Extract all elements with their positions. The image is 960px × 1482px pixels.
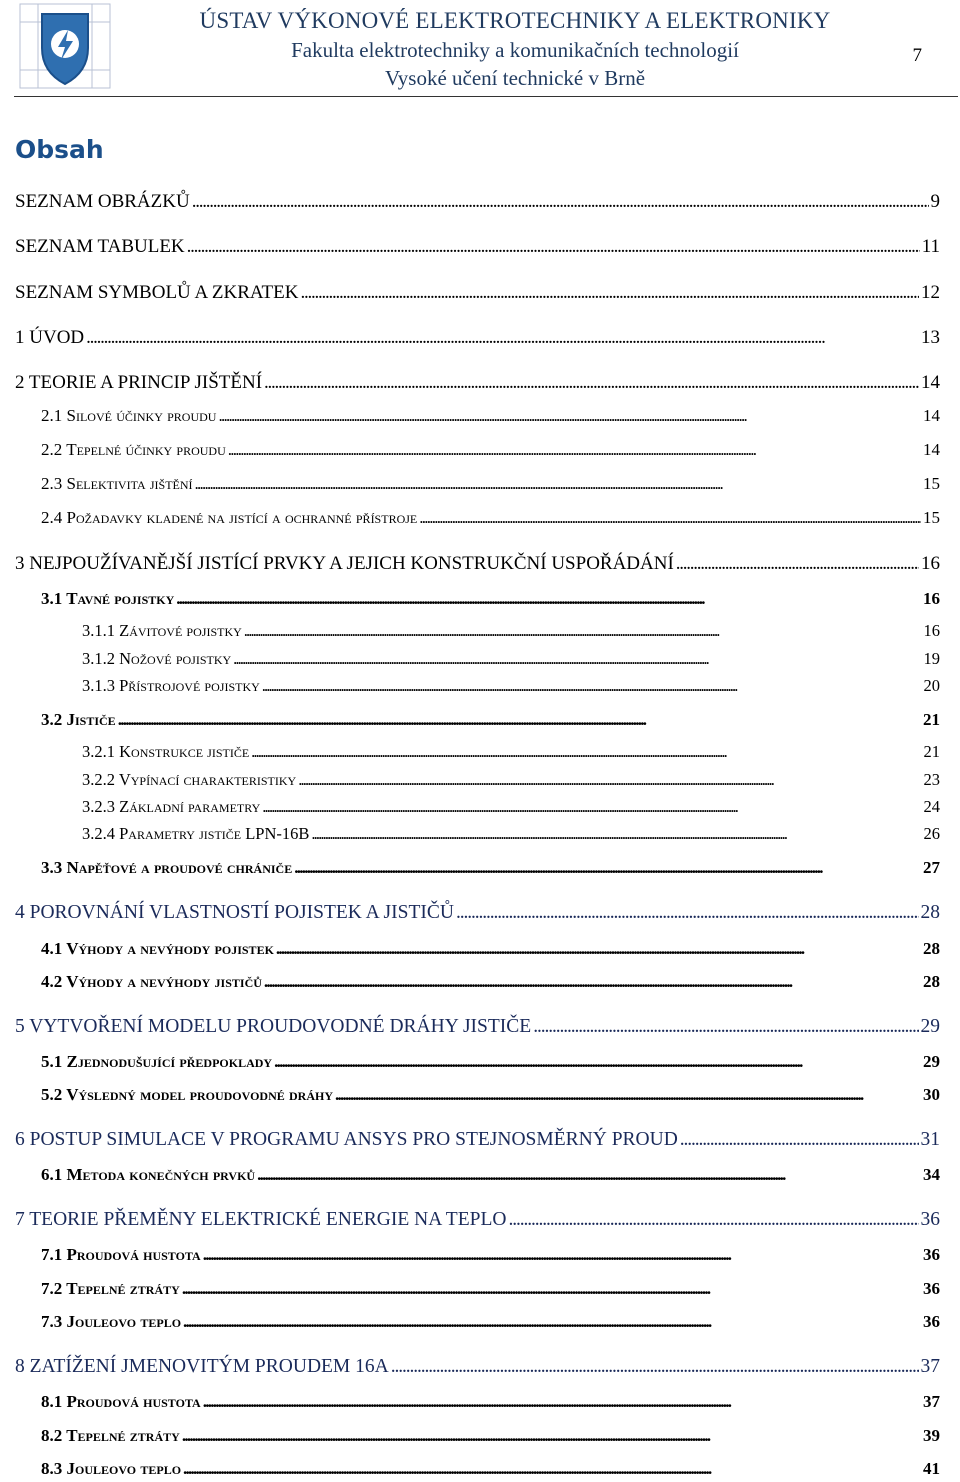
toc-leader-dots <box>195 474 921 494</box>
toc-leader-dots <box>257 1165 921 1185</box>
toc-leader-dots <box>182 1279 921 1299</box>
toc-leader-dots <box>419 508 921 528</box>
toc-entry-label: 4.2 Výhody a nevýhody jističů <box>41 972 262 991</box>
toc-entry-page: 28 <box>920 902 940 923</box>
toc-leader-dots <box>298 770 921 790</box>
toc-entry-page: 20 <box>923 676 940 695</box>
toc-leader-dots <box>192 191 929 213</box>
toc-entry[interactable] <box>15 372 940 394</box>
toc-entry-page: 37 <box>923 1392 940 1411</box>
toc-leader-dots <box>294 858 921 878</box>
toc-entry[interactable] <box>41 1426 940 1446</box>
toc-leader-dots <box>176 589 921 609</box>
toc-entry-label: 3.1 Tavné pojistky <box>41 589 175 608</box>
toc-entry-label: 5.2 Výsledný model proudovodné dráhy <box>41 1085 333 1104</box>
toc-entry-label: 3.2 Jističe <box>41 710 116 729</box>
toc-entry[interactable] <box>82 676 940 696</box>
toc-leader-dots <box>183 1459 921 1479</box>
toc-entry-label: 2 TEORIE A PRINCIP JIŠTĚNÍ <box>15 372 263 393</box>
toc-entry[interactable] <box>41 1165 940 1185</box>
institute-name: ÚSTAV VÝKONOVÉ ELEKTROTECHNIKY A ELEKTRONIKY <box>199 8 831 33</box>
toc-leader-dots <box>264 372 919 394</box>
toc-entry-page: 14 <box>923 440 940 459</box>
toc-title: Obsah <box>15 135 104 164</box>
toc-leader-dots <box>251 742 921 762</box>
toc-entry[interactable] <box>41 440 940 460</box>
toc-entry[interactable] <box>41 1052 940 1072</box>
toc-entry-page: 21 <box>923 710 940 729</box>
toc-entry-page: 16 <box>923 589 940 608</box>
toc-leader-dots <box>391 1356 919 1378</box>
toc-entry-page: 39 <box>923 1426 940 1445</box>
toc-entry-label: 5 VYTVOŘENÍ MODELU PROUDOVODNÉ DRÁHY JISTIČE <box>15 1016 532 1037</box>
toc-entry-label: 3.2.3 Základní parametry <box>82 797 261 816</box>
toc-leader-dots <box>228 440 921 460</box>
toc-leader-dots <box>264 972 921 992</box>
toc-leader-dots <box>187 236 920 258</box>
toc-entry[interactable] <box>41 1312 940 1332</box>
toc-entry-page: 13 <box>921 327 940 348</box>
header-institution <box>120 6 910 92</box>
toc-entry[interactable] <box>82 824 940 844</box>
toc-entry-page: 41 <box>923 1459 940 1478</box>
toc-entry-page: 37 <box>920 1356 940 1377</box>
toc-entry[interactable] <box>15 553 940 575</box>
toc-entry-page: 16 <box>923 621 940 640</box>
toc-entry[interactable] <box>41 474 940 494</box>
page-header <box>0 0 960 100</box>
toc-entry-label: 8.1 Proudová hustota <box>41 1392 201 1411</box>
toc-entry-label: 3.1.1 Závitové pojistky <box>82 621 242 640</box>
toc-entry-label: 4.1 Výhody a nevýhody pojistek <box>41 939 274 958</box>
toc-entry-page: 26 <box>923 824 940 843</box>
toc-entry-page: 36 <box>923 1279 940 1298</box>
toc-leader-dots <box>456 902 919 924</box>
toc-entry-label: 3.2.2 Vypínací charakteristiky <box>82 770 297 789</box>
toc-entry-label: 3 NEJPOUŽÍVANĚJŠÍ JISTÍCÍ PRVKY A JEJICH KONSTRUKČNÍ USPOŘÁDÁNÍ <box>15 553 674 574</box>
university-name: Vysoké učení technické v Brně <box>384 66 646 90</box>
toc-entry-label: 2.4 Požadavky kladené na jistící a ochranné přístroje <box>41 508 418 527</box>
toc-entry-label: 8 ZATÍŽENÍ JMENOVITÝM PROUDEM 16A <box>15 1356 389 1377</box>
toc-entry-page: 19 <box>923 649 940 668</box>
toc-entry-page: 29 <box>920 1016 940 1037</box>
toc-entry-label: 2.3 Selektivita jištění <box>41 474 193 493</box>
toc-entry-label: 3.1.2 Nožové pojistky <box>82 649 232 668</box>
toc-entry[interactable] <box>41 1459 940 1479</box>
toc-entry-page: 29 <box>923 1052 940 1071</box>
toc-entry-label: 6.1 Metoda konečných prvků <box>41 1165 256 1184</box>
toc-leader-dots <box>233 649 921 669</box>
toc-entry-page: 9 <box>930 191 940 212</box>
toc-entry-page: 14 <box>923 406 940 425</box>
toc-entry-page: 36 <box>920 1209 940 1230</box>
faculty-name: Fakulta elektrotechniky a komunikačních technologií <box>291 38 739 62</box>
toc-entry-label: 7.1 Proudová hustota <box>41 1245 201 1264</box>
page-number: 7 <box>912 45 922 66</box>
toc-entry[interactable] <box>41 1245 940 1265</box>
toc-entry[interactable] <box>15 236 940 258</box>
toc-leader-dots <box>262 676 922 696</box>
toc-entry[interactable] <box>15 191 940 213</box>
toc-entry-page: 27 <box>923 858 940 877</box>
toc-entry[interactable] <box>15 1356 940 1378</box>
toc-leader-dots <box>86 327 919 349</box>
toc-leader-dots <box>203 1392 921 1412</box>
toc-leader-dots <box>676 553 919 575</box>
toc-entry-page: 16 <box>921 553 940 574</box>
toc-leader-dots <box>311 824 921 844</box>
toc-entry[interactable] <box>15 902 940 924</box>
toc-leader-dots <box>274 1052 921 1072</box>
toc-leader-dots <box>533 1016 918 1038</box>
toc-entry-page: 28 <box>923 939 940 958</box>
toc-leader-dots <box>276 939 921 959</box>
toc-entry[interactable] <box>41 406 940 426</box>
toc-entry-label: 4 POROVNÁNÍ VLASTNOSTÍ POJISTEK A JISTIČŮ <box>15 902 454 923</box>
toc-entry[interactable] <box>82 770 940 790</box>
toc-entry[interactable] <box>82 649 940 669</box>
toc-leader-dots <box>508 1209 918 1231</box>
toc-entry-label: 8.2 Tepelné ztráty <box>41 1426 180 1445</box>
toc-entry-label: SEZNAM SYMBOLŮ A ZKRATEK <box>15 282 299 303</box>
toc-entry-page: 36 <box>923 1312 940 1331</box>
toc-entry-label: SEZNAM OBRÁZKŮ <box>15 191 190 212</box>
toc-entry-page: 34 <box>923 1165 940 1184</box>
toc-entry-page: 12 <box>921 282 940 303</box>
toc-leader-dots <box>680 1129 919 1151</box>
toc-leader-dots <box>244 621 922 641</box>
toc-entry-label: 1 ÚVOD <box>15 327 85 348</box>
toc-entry[interactable] <box>82 742 940 762</box>
toc-leader-dots <box>218 406 921 426</box>
toc-entry[interactable] <box>41 858 940 878</box>
toc-entry[interactable] <box>41 710 940 730</box>
toc-leader-dots <box>262 797 921 817</box>
toc-entry-page: 28 <box>923 972 940 991</box>
university-shield-logo-icon <box>18 2 112 90</box>
toc-entry-label: 3.3 Napěťové a proudové chrániče <box>41 858 293 877</box>
toc-entry[interactable] <box>15 1209 940 1231</box>
toc-leader-dots <box>300 282 919 304</box>
toc-entry[interactable] <box>15 327 940 349</box>
toc-entry[interactable] <box>15 1016 940 1038</box>
toc-entry[interactable] <box>41 1085 940 1105</box>
toc-leader-dots <box>182 1426 921 1446</box>
toc-entry[interactable] <box>41 1279 940 1299</box>
toc-entry[interactable] <box>41 508 940 528</box>
toc-entry-page: 21 <box>923 742 940 761</box>
toc-entry-page: 30 <box>923 1085 940 1104</box>
toc-entry-page: 14 <box>921 372 940 393</box>
toc-entry[interactable] <box>82 797 940 817</box>
toc-entry-label: 5.1 Zjednodušující předpoklady <box>41 1052 273 1071</box>
toc-entry-label: 8.3 Jouleovo teplo <box>41 1459 182 1478</box>
toc-entry-page: 31 <box>920 1129 940 1150</box>
toc-entry-page: 36 <box>923 1245 940 1264</box>
toc-entry[interactable] <box>41 939 940 959</box>
toc-entry-label: 7 TEORIE PŘEMĚNY ELEKTRICKÉ ENERGIE NA TEPLO <box>15 1209 507 1230</box>
toc-entry-label: 2.1 Silové účinky proudu <box>41 406 217 425</box>
toc-entry[interactable] <box>82 621 940 641</box>
toc-entry-page: 11 <box>921 236 940 257</box>
toc-entry-page: 15 <box>923 474 940 493</box>
toc-entry-page: 24 <box>923 797 940 816</box>
toc-leader-dots <box>203 1245 921 1265</box>
toc-entry-label: 3.2.4 Parametry jističe LPN-16B <box>82 824 310 843</box>
toc-entry[interactable] <box>15 1129 940 1151</box>
toc-entry[interactable] <box>41 1392 940 1412</box>
header-divider <box>14 96 958 97</box>
toc-entry[interactable] <box>41 972 940 992</box>
toc-entry-page: 15 <box>923 508 940 527</box>
toc-entry[interactable] <box>41 589 940 609</box>
toc-leader-dots <box>118 710 921 730</box>
toc-entry-label: 7.2 Tepelné ztráty <box>41 1279 180 1298</box>
toc-entry-label: 6 POSTUP SIMULACE V PROGRAMU ANSYS PRO STEJNOSMĚRNÝ PROUD <box>15 1129 678 1150</box>
toc-entry-label: 3.2.1 Konstrukce jističe <box>82 742 250 761</box>
toc-leader-dots <box>335 1085 921 1105</box>
toc-entry-page: 23 <box>923 770 940 789</box>
toc-entry-label: 2.2 Tepelné účinky proudu <box>41 440 226 459</box>
toc-entry-label: 7.3 Jouleovo teplo <box>41 1312 182 1331</box>
toc-entry[interactable] <box>15 282 940 304</box>
toc-entry-label: SEZNAM TABULEK <box>15 236 185 257</box>
toc-leader-dots <box>183 1312 921 1332</box>
toc-entry-label: 3.1.3 Přístrojové pojistky <box>82 676 260 695</box>
